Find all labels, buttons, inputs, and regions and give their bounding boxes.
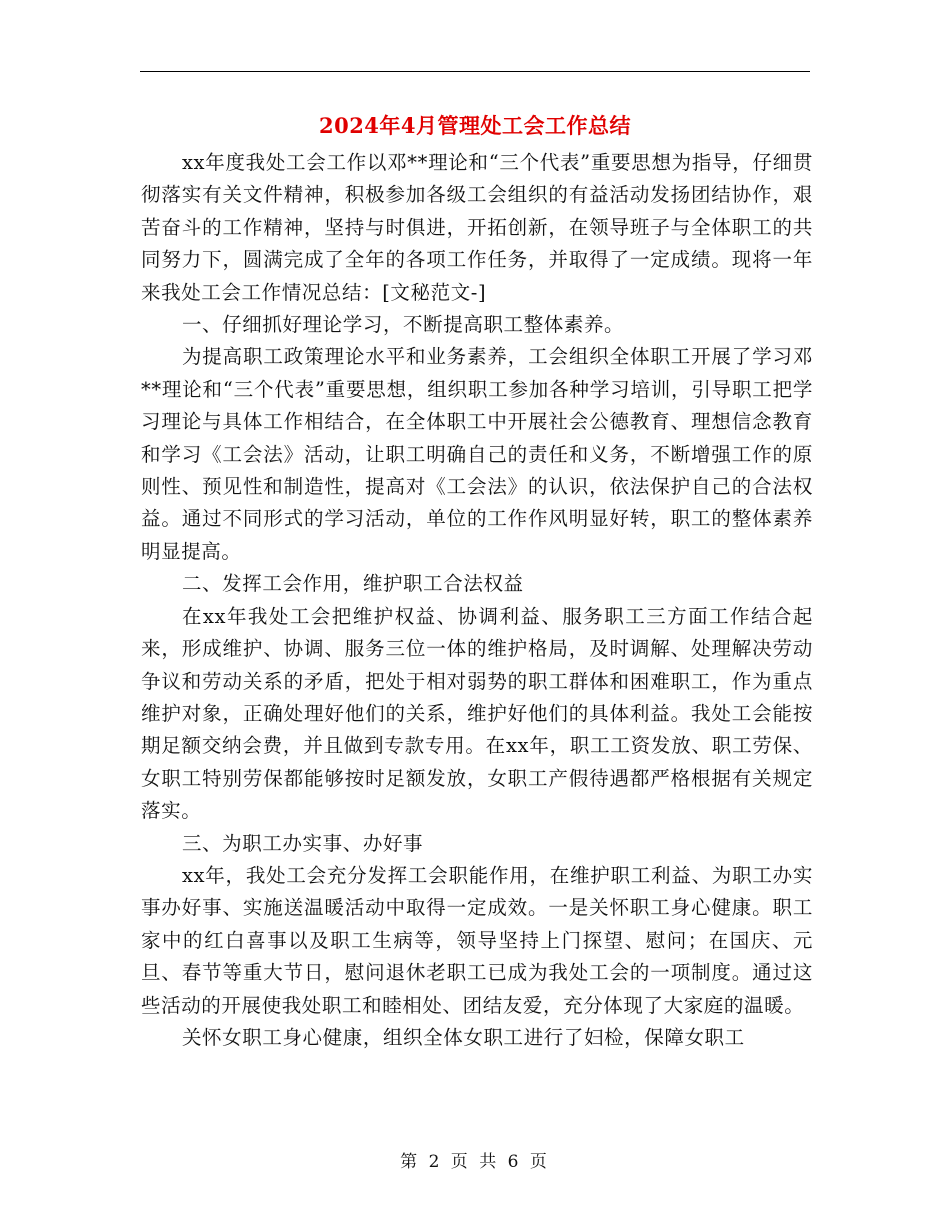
document-title: 2024年4月管理处工会工作总结 bbox=[318, 113, 632, 138]
paragraph-section-3-continued: 关怀女职工身心健康，组织全体女职工进行了妇检，保障女职工 bbox=[181, 1025, 745, 1049]
section-heading-1: 一、仔细抓好理论学习，不断提高职工整体素养。 bbox=[181, 313, 625, 337]
document-body bbox=[141, 147, 813, 1054]
section-heading-2: 二、发挥工会作用，维护职工合法权益 bbox=[181, 572, 524, 596]
paragraph-section-2: 在xx年我处工会把维护权益、协调利益、服务职工三方面工作结合起来，形成维护、协调、服务三位一体的维护格局，及时调解、处理解决劳动争议和劳动关系的矛盾，把处于相对弱势的职工群体和困难职工，作为重点维护对象，正确处理好他们的关系，维护好他们的具体利益。我处工会能按期足额交纳会费，并且做到专款专用。在xx年，职工工资发放、职工劳保、女职工特别劳保都能够按时足额发放，女职工产假待遇都严格根据有关规定落实。 bbox=[141, 604, 813, 823]
paragraph-section-1: 为提高职工政策理论水平和业务素养，工会组织全体职工开展了学习邓**理论和“三个代表”重要思想，组织职工参加各种学习培训，引导职工把学习理论与具体工作相结合，在全体职工中开展社会公德教育、理想信念教育和学习《工会法》活动，让职工明确自己的责任和义务，不断增强工作的原则性、预见性和制造性，提高对《工会法》的认识，依法保护自己的合法权益。通过不同形式的学习活动，单位的工作作风明显好转，职工的整体素养明显提高。 bbox=[141, 345, 813, 563]
section-heading-3: 三、为职工办实事、办好事 bbox=[181, 831, 424, 855]
page-number-footer: 第 2 页 共 6 页 bbox=[400, 1152, 550, 1172]
paragraph-section-3: xx年，我处工会充分发挥工会职能作用，在维护职工利益、为职工办实事办好事、实施送温暖活动中取得一定成效。一是关怀职工身心健康。职工家中的红白喜事以及职工生病等，领导坚持上门探望、慰问；在国庆、元旦、春节等重大节日，慰问退休老职工已成为我处工会的一项制度。通过这些活动的开展使我处职工和睦相处、团结友爱，充分体现了大家庭的温暖。 bbox=[141, 863, 813, 1017]
header-rule bbox=[140, 71, 810, 72]
paragraph-intro: xx年度我处工会工作以邓**理论和“三个代表”重要思想为指导，仔细贯彻落实有关文件精神，积极参加各级工会组织的有益活动发扬团结协作，艰苦奋斗的工作精神，坚持与时俱进，开拓创新，在领导班子与全体职工的共同努力下，圆满完成了全年的各项工作任务，并取得了一定成绩。现将一年来我处工会工作情况总结：[文秘范文-] bbox=[141, 151, 813, 304]
